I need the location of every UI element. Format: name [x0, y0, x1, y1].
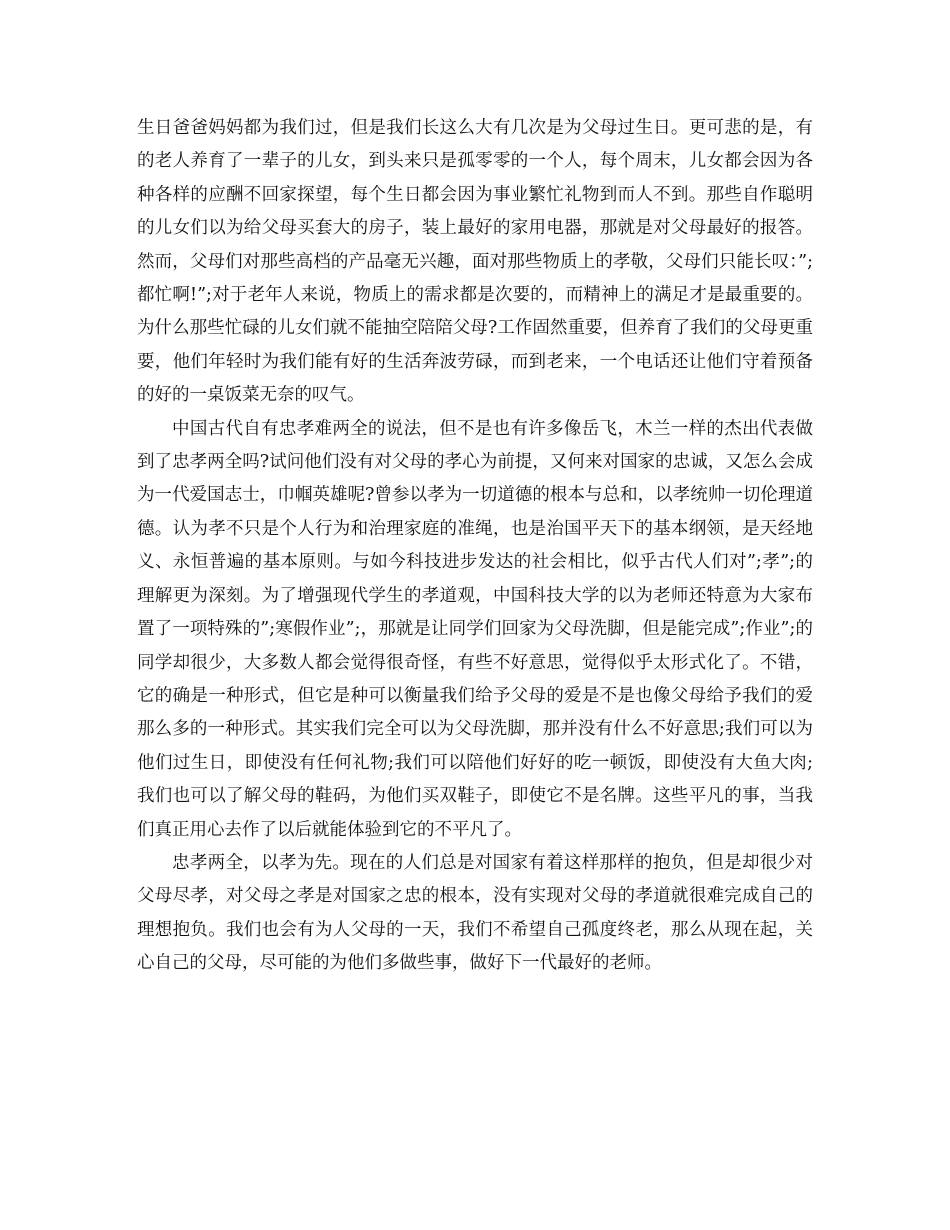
document-body [137, 112, 813, 981]
paragraph-3: 忠孝两全，以孝为先。现在的人们总是对国家有着这样那样的抱负，但是却很少对父母尽孝，对父母之孝是对国家之忠的根本，没有实现对父母的孝道就很难完成自己的理想抱负。我们也会有为人父母的一天，我们不希望自己孤度终老，那么从现在起，关心自己的父母，尽可能的为他们多做些事，做好下一代最好的老师。 [137, 852, 813, 974]
paragraph-2: 中国古代自有忠孝难两全的说法，但不是也有许多像岳飞，木兰一样的杰出代表做到了忠孝两全吗?试问他们没有对父母的孝心为前提，又何来对国家的忠诚，又怎么会成为一代爱国志士，巾帼英雄呢?曾参以孝为一切道德的根本与总和，以孝统帅一切伦理道德。认为孝不只是个人行为和治理家庭的准绳，也是治国平天下的基本纲领，是天经地义、永恒普遍的基本原则。与如今科技进步发达的社会相比，似乎古代人们对”;孝”;的理解更为深刻。为了增强现代学生的孝道观，中国科技大学的以为老师还特意为大家布置了一项特殊的”;寒假作业”;，那就是让同学们回家为父母洗脚，但是能完成”;作业”;的同学却很少，大多数人都会觉得很奇怪，有些不好意思，觉得似乎太形式化了。不错，它的确是一种形式，但它是种可以衡量我们给予父母的爱是不是也像父母给予我们的爱那么多的一种形式。其实我们完全可以为父母洗脚，那并没有什么不好意思;我们可以为他们过生日，即使没有任何礼物;我们可以陪他们好好的吃一顿饭，即使没有大鱼大肉;我们也可以了解父母的鞋码，为他们买双鞋子，即使它不是名牌。这些平凡的事，当我们真正用心去作了以后就能体验到它的不平凡了。 [137, 418, 813, 840]
paragraph-1: 生日爸爸妈妈都为我们过，但是我们长这么大有几次是为父母过生日。更可悲的是，有的老人养育了一辈子的儿女，到头来只是孤零零的一个人，每个周末，儿女都会因为各种各样的应酬不回家探望，每个生日都会因为事业繁忙礼物到而人不到。那些自作聪明的儿女们以为给父母买套大的房子，装上最好的家用电器，那就是对父母最好的报答。然而，父母们对那些高档的产品毫无兴趣，面对那些物质上的孝敬，父母们只能长叹：”;都忙啊!”;对于老年人来说，物质上的需求都是次要的，而精神上的满足才是最重要的。为什么那些忙碌的儿女们就不能抽空陪陪父母?工作固然重要，但养育了我们的父母更重要，他们年轻时为我们能有好的生活奔波劳碌，而到老来，一个电话还让他们守着预备的好的一桌饭菜无奈的叹气。 [137, 118, 813, 406]
